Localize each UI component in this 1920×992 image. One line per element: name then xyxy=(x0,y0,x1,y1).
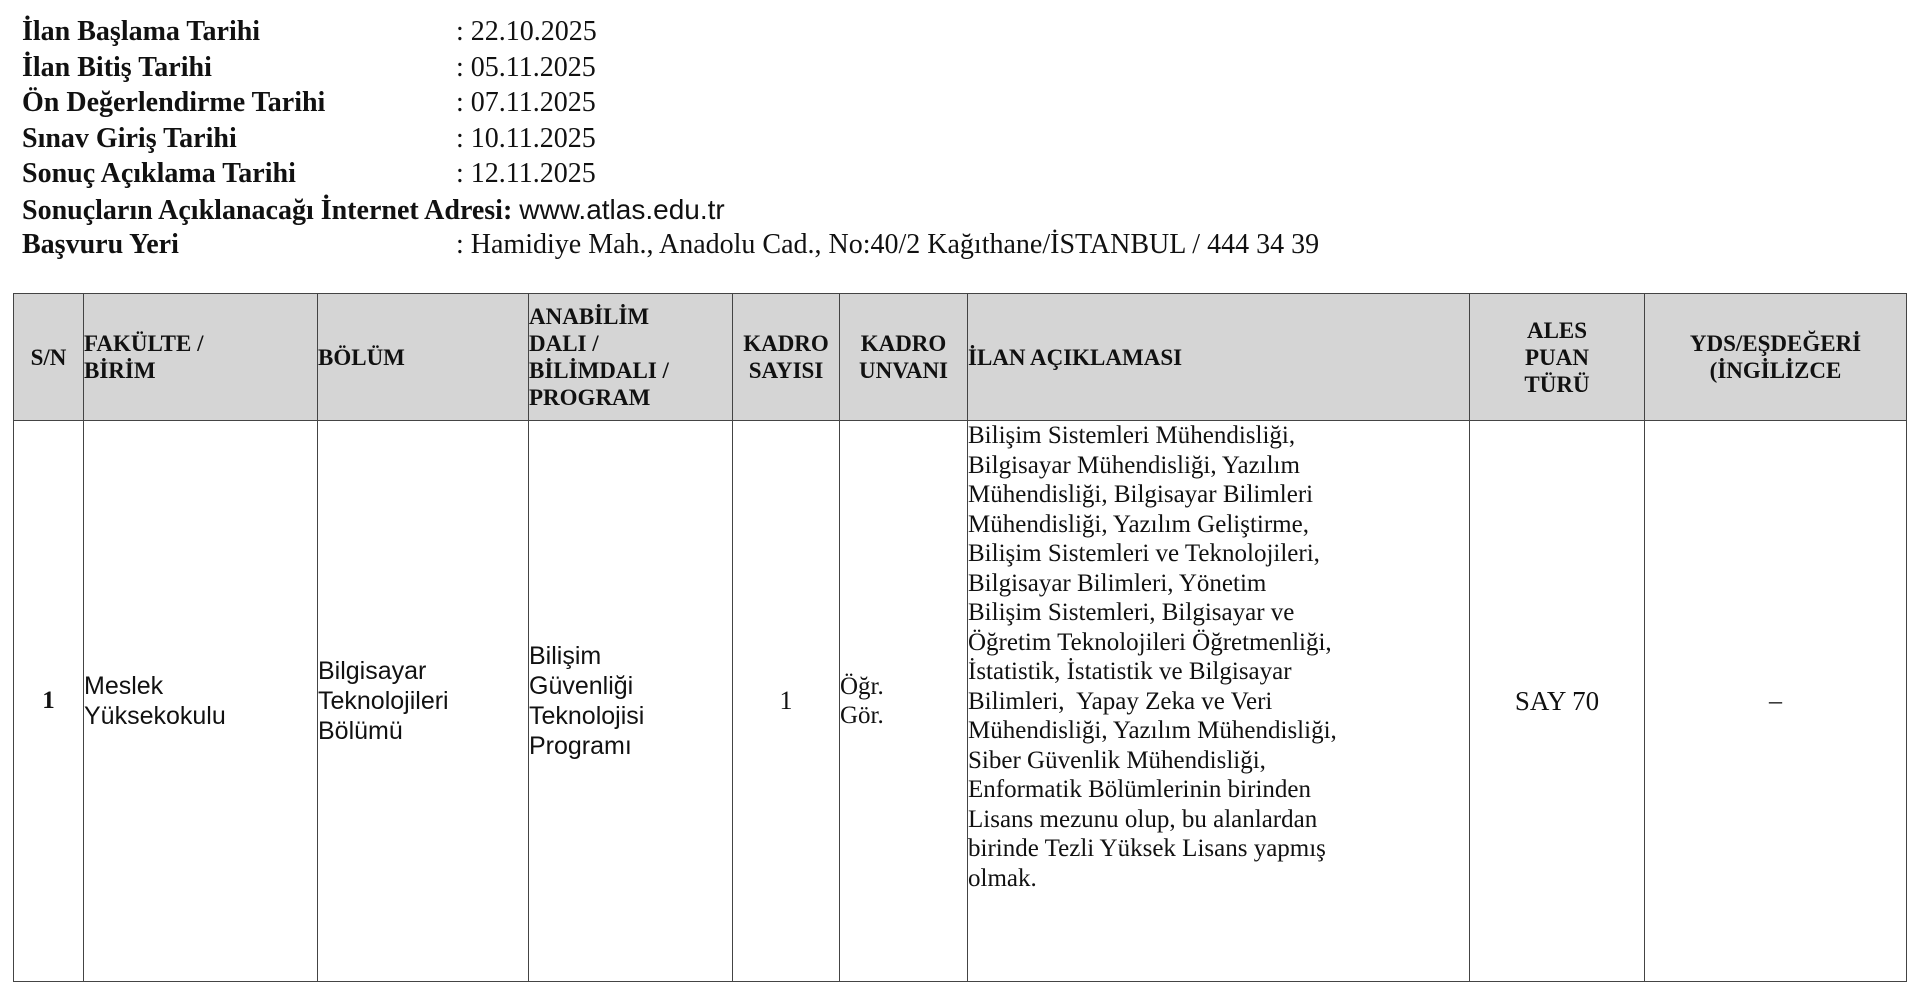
header-anabilim: ANABİLİM DALI / BİLİMDALI / PROGRAM xyxy=(529,294,733,421)
info-row-sinav-giris xyxy=(22,121,1822,157)
cell-anabilim: Bilişim Güvenliği Teknolojisi Programı xyxy=(529,421,733,982)
description-lines xyxy=(968,421,1469,893)
cell-kadro-sayisi: 1 xyxy=(733,421,840,982)
info-row-ilan-baslama xyxy=(22,14,1822,50)
info-label: Sonuç Açıklama Tarihi xyxy=(22,158,296,189)
description-line: Bilişim Sistemleri ve Teknolojileri, xyxy=(968,540,1320,567)
cell-kadro-unvani: Öğr. Gör. xyxy=(840,421,968,982)
description-line: Bilgisayar Bilimleri, Yönetim xyxy=(968,569,1267,597)
table-row xyxy=(14,421,1907,982)
position-table xyxy=(13,293,1907,982)
info-value: : 12.11.2025 xyxy=(456,158,596,189)
info-label: İlan Başlama Tarihi xyxy=(22,16,261,47)
header-kadro-sayisi: KADRO SAYISI xyxy=(733,294,840,421)
description-line: Enformatik Bölümlerinin birinden xyxy=(968,776,1311,803)
info-value: : 05.11.2025 xyxy=(456,51,596,83)
info-value: : 10.11.2025 xyxy=(456,122,596,154)
info-row-ilan-bitis xyxy=(22,50,1822,86)
info-row-sonuc-aciklama xyxy=(22,156,1822,192)
description-line: Siber Güvenlik Mühendisliği, xyxy=(968,746,1266,774)
info-row-on-degerlendirme xyxy=(22,85,1822,121)
description-line: Öğretim Teknolojileri Öğretmenliği, xyxy=(968,628,1332,656)
table-header-row xyxy=(14,294,1907,421)
info-separator: : xyxy=(502,194,513,226)
description-line: olmak. xyxy=(968,864,1037,892)
info-label: Başvuru Yeri xyxy=(22,229,179,260)
header-sn: S/N xyxy=(14,294,84,421)
description-line: Mühendisliği, Bilgisayar Bilimleri xyxy=(968,481,1314,508)
info-label: Ön Değerlendirme Tarihi xyxy=(22,87,326,118)
info-label: Sınav Giriş Tarihi xyxy=(22,122,237,154)
info-label: İlan Bitiş Tarihi xyxy=(22,51,212,83)
announcement-info xyxy=(22,14,1822,263)
website-link[interactable]: www.atlas.edu.tr xyxy=(519,193,725,225)
info-value: : 07.11.2025 xyxy=(456,87,596,118)
description-line: Bilişim Sistemleri Mühendisliği, xyxy=(968,422,1296,449)
header-kadro-unvani: KADRO UNVANI xyxy=(840,294,968,421)
cell-fakulte: Meslek Yüksekokulu xyxy=(84,421,318,982)
cell-sn: 1 xyxy=(14,421,84,982)
cell-ales: SAY 70 xyxy=(1470,421,1645,982)
description-line: İstatistik, İstatistik ve Bilgisayar xyxy=(968,658,1292,685)
cell-ilan-aciklamasi xyxy=(968,421,1470,982)
info-row-basvuru-yeri xyxy=(22,227,1822,263)
header-ales: ALES PUAN TÜRÜ xyxy=(1470,294,1645,421)
info-row-internet-adresi xyxy=(22,192,1822,228)
header-ilan-aciklamasi: İLAN AÇIKLAMASI xyxy=(968,294,1470,421)
cell-bolum: Bilgisayar Teknolojileri Bölümü xyxy=(318,421,529,982)
info-value: : 22.10.2025 xyxy=(456,16,597,47)
info-value: : Hamidiye Mah., Anadolu Cad., No:40/2 Kağıthane/İSTANBUL / 444 34 39 xyxy=(456,229,1320,260)
header-bolum: BÖLÜM xyxy=(318,294,529,421)
description-line: Bilimleri, Yapay Zeka ve Veri xyxy=(968,687,1273,715)
description-line: Bilgisayar Mühendisliği, Yazılım xyxy=(968,451,1300,479)
header-yds: YDS/EŞDEĞERİ (İNGİLİZCE xyxy=(1645,294,1907,421)
description-line: Mühendisliği, Yazılım Mühendisliği, xyxy=(968,717,1337,744)
description-line: Lisans mezunu olup, bu alanlardan xyxy=(968,805,1318,833)
description-line: Mühendisliği, Yazılım Geliştirme, xyxy=(968,510,1309,538)
cell-yds: – xyxy=(1645,421,1907,982)
header-fakulte: FAKÜLTE / BİRİM xyxy=(84,294,318,421)
description-line: Bilişim Sistemleri, Bilgisayar ve xyxy=(968,599,1295,626)
description-line: birinde Tezli Yüksek Lisans yapmış xyxy=(968,835,1326,862)
info-label: Sonuçların Açıklanacağı İnternet Adresi xyxy=(22,194,503,226)
